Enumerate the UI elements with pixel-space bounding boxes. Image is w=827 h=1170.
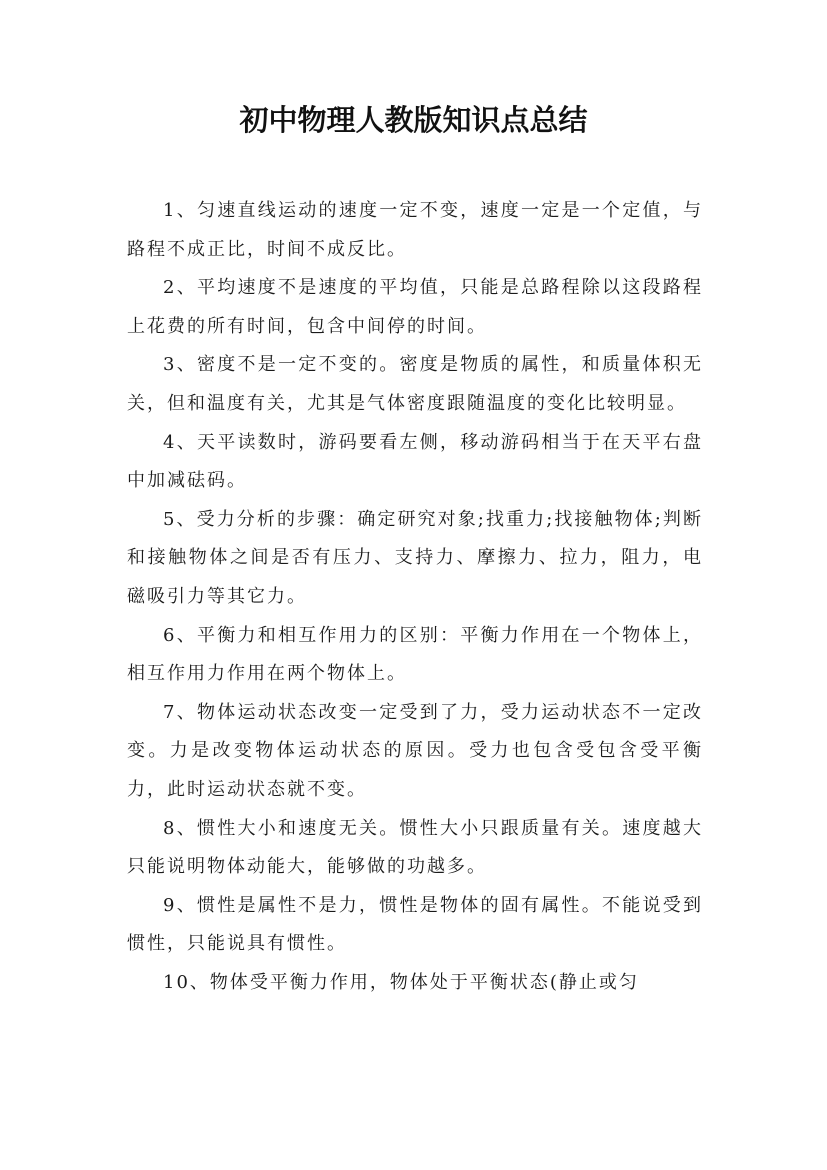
- paragraph-8: 8、惯性大小和速度无关。惯性大小只跟质量有关。速度越大只能说明物体动能大，能够做的功越多。: [127, 817, 703, 878]
- document-title: 初中物理人教版知识点总结: [239, 103, 588, 137]
- paragraph-10: 10、物体受平衡力作用，物体处于平衡状态(静止或匀: [163, 971, 639, 993]
- paragraph-4: 4、天平读数时，游码要看左侧，移动游码相当于在天平右盘中加减砝码。: [127, 431, 703, 492]
- paragraph-1: 1、匀速直线运动的速度一定不变，速度一定是一个定值，与路程不成正比，时间不成反比。: [127, 200, 703, 260]
- paragraph-9: 9、惯性是属性不是力，惯性是物体的固有属性。不能说受到惯性，只能说具有惯性。: [127, 894, 703, 955]
- paragraph-7: 7、物体运动状态改变一定受到了力，受力运动状态不一定改变。力是改变物体运动状态的原因。受力也包含受包含受平衡力，此时运动状态就不变。: [127, 701, 703, 800]
- paragraph-3: 3、密度不是一定不变的。密度是物质的属性，和质量体积无关，但和温度有关，尤其是气体密度跟随温度的变化比较明显。: [127, 354, 703, 414]
- paragraph-2: 2、平均速度不是速度的平均值，只能是总路程除以这段路程上花费的所有时间，包含中间停的时间。: [127, 277, 703, 337]
- paragraph-6: 6、平衡力和相互作用力的区别：平衡力作用在一个物体上，相互作用力作用在两个物体上。: [127, 624, 703, 685]
- paragraph-5: 5、受力分析的步骤：确定研究对象;找重力;找接触物体;判断和接触物体之间是否有压力、支持力、摩擦力、拉力，阻力，电磁吸引力等其它力。: [127, 508, 703, 607]
- document-body: [127, 192, 703, 1002]
